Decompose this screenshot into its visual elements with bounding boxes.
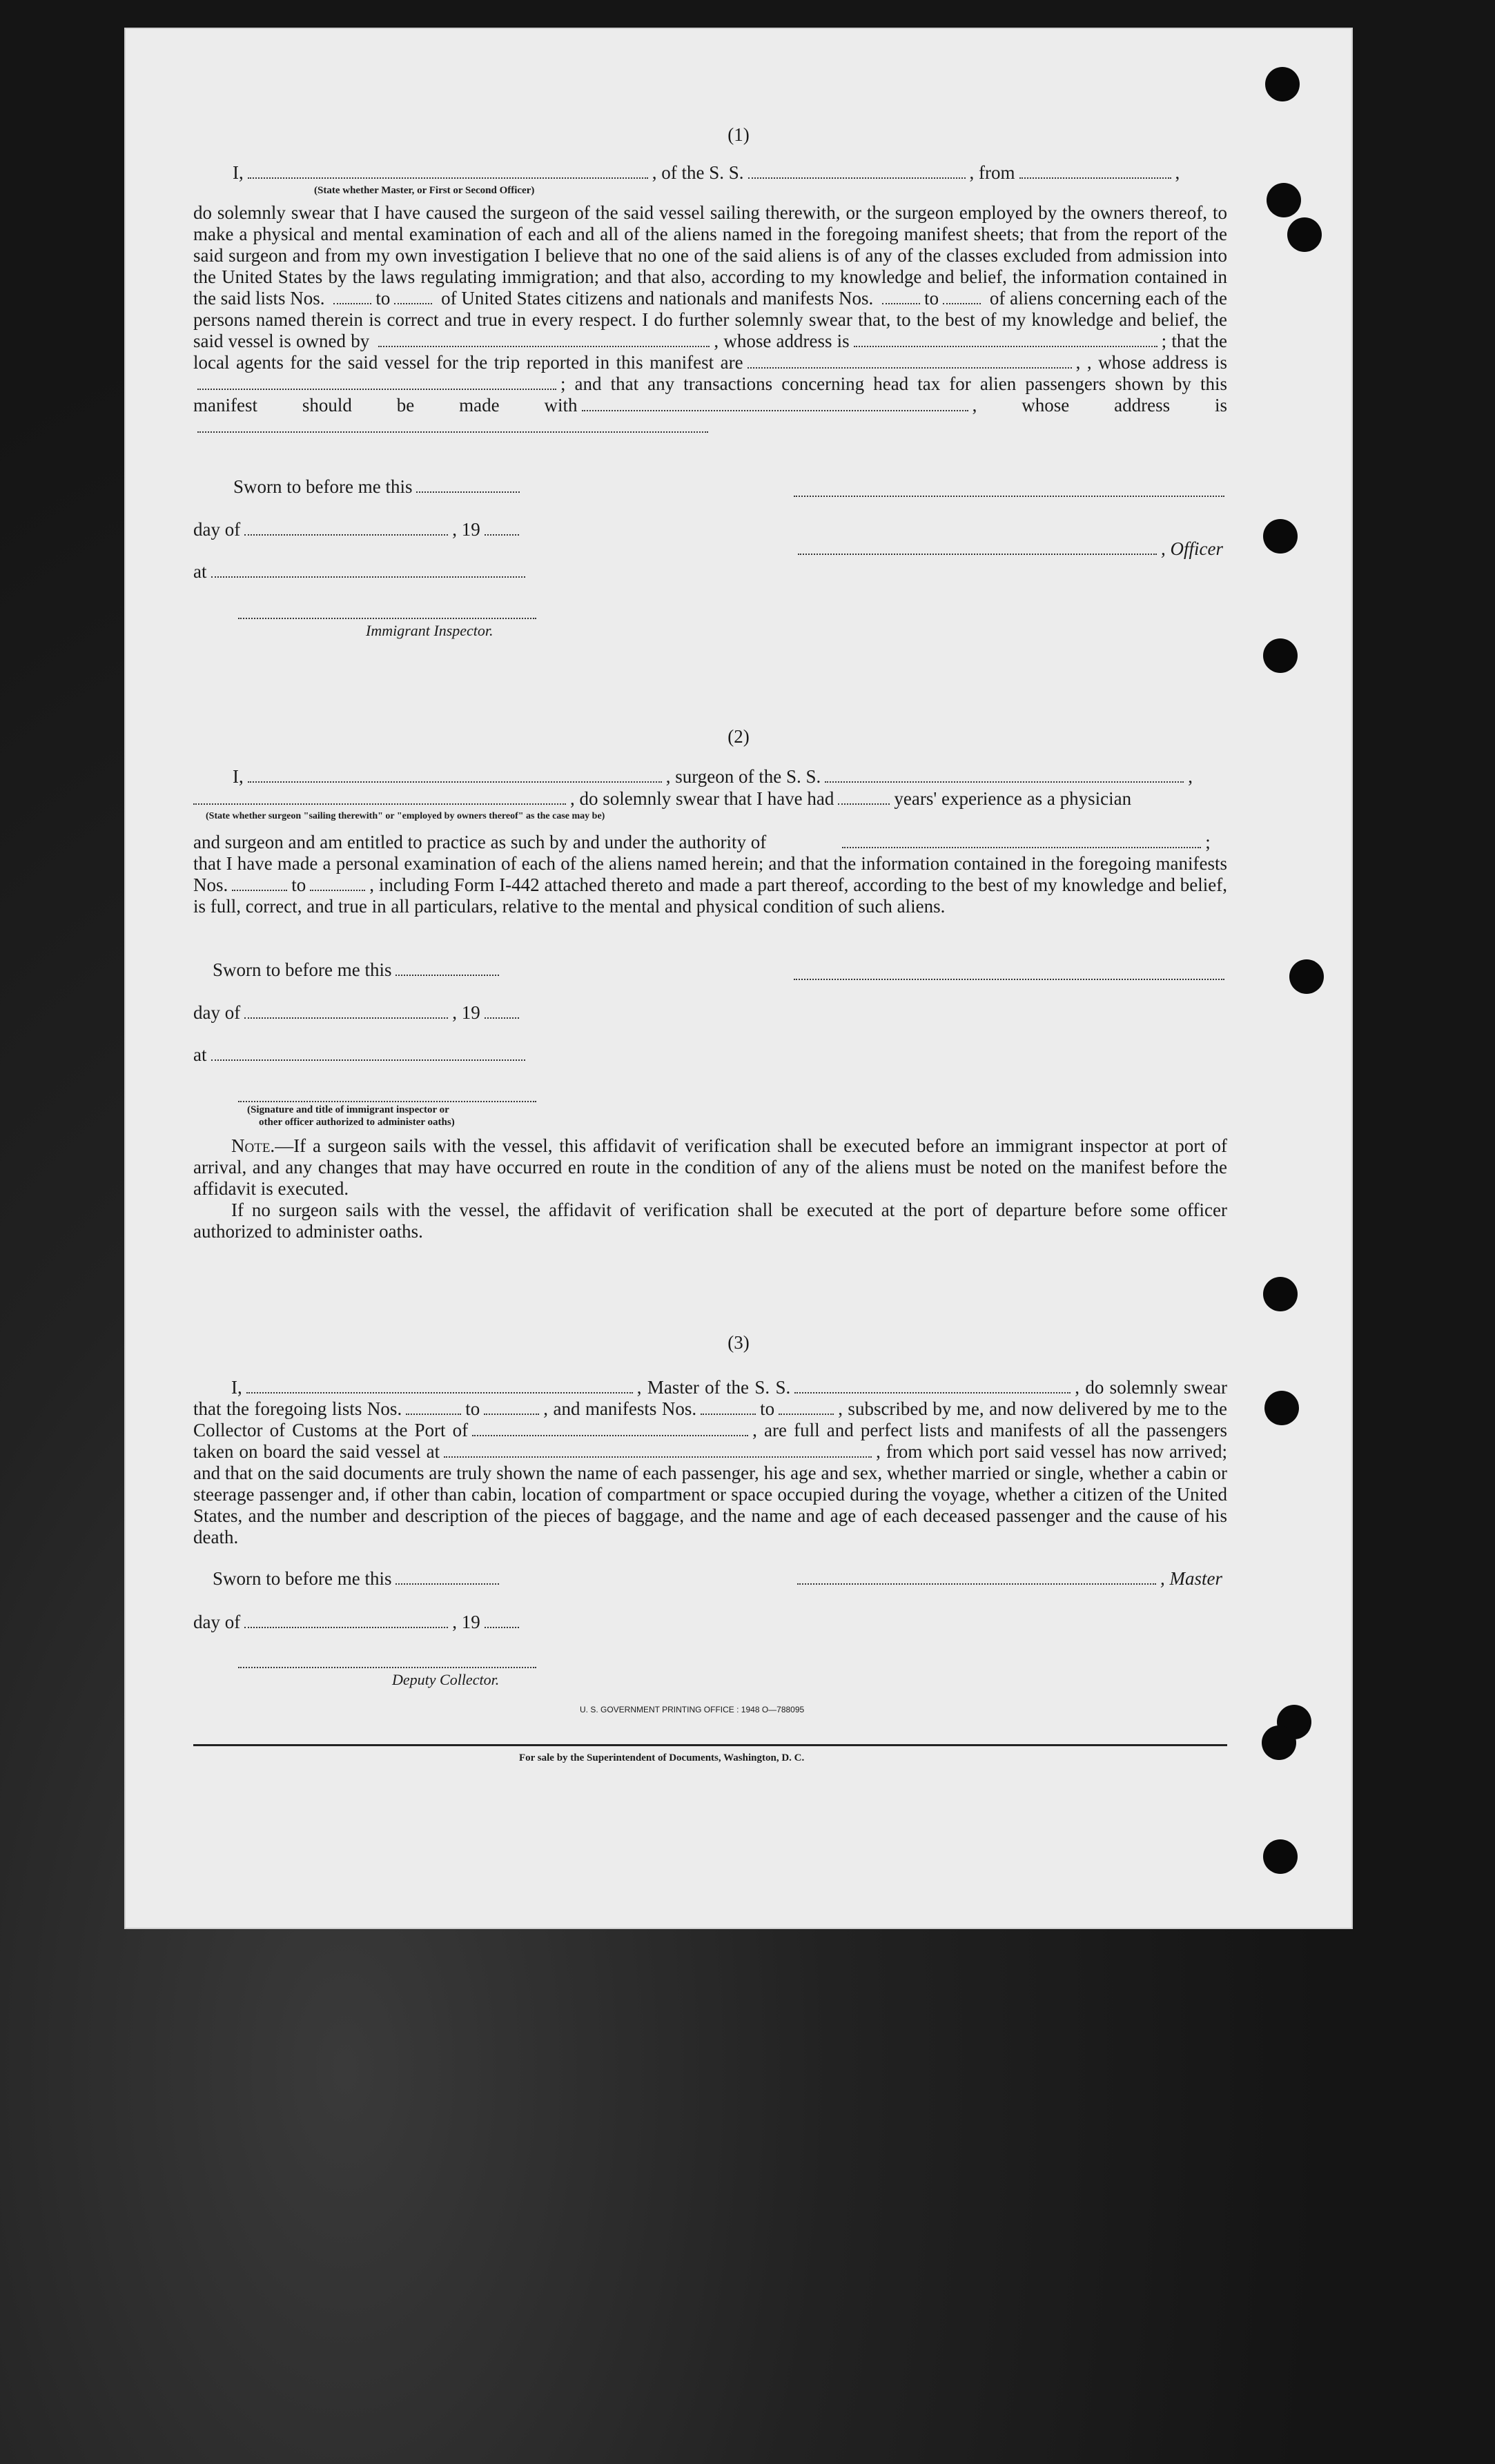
text: to (924, 288, 939, 309)
blank-year (485, 1002, 519, 1019)
section-1-number: (1) (727, 124, 750, 145)
blank (310, 874, 365, 891)
blank-year (485, 1612, 519, 1628)
text: to (375, 288, 391, 309)
blank (779, 1398, 834, 1415)
blank-address (197, 373, 556, 390)
punch-hole (1262, 1725, 1296, 1760)
blank-owner (378, 331, 710, 347)
text: of aliens concerning each of the persons named therein is correct and true in every respect. I do further solemnly swear that, to the best of my knowledge and belief, the said vessel is owned by (193, 288, 1228, 351)
blank-surgeon (248, 766, 662, 783)
text: , Master (1160, 1568, 1222, 1589)
section-2-number: (2) (727, 726, 750, 747)
blank-address (854, 331, 1157, 347)
text: , of the S. S. (652, 162, 744, 183)
text: and surgeon and am entitled to practice as such by and under the authority of (193, 832, 767, 852)
inspector-signature-line (238, 1101, 536, 1102)
collector-signature-line (238, 1667, 536, 1668)
text: , from which port said vessel has now arrived; and that on the said documents are truly shown the name of each passenger, his age and sex, whether married or single, whether a cabin or steerage passenger and, if other than cabin, location of compartment or space occupied during the voyage, whether a citizen of the United States, and the number and description of the pieces of baggage, and the name and age of each deceased passenger and the cause of his death. (193, 1441, 1227, 1547)
officer-signature (794, 538, 1223, 560)
blank-place (211, 561, 525, 578)
punch-hole (1263, 1839, 1298, 1874)
blank-address (197, 416, 708, 433)
text: to (760, 1398, 775, 1419)
blank-master (246, 1377, 633, 1394)
text: , surgeon of the S. S. (665, 766, 821, 787)
blank (798, 538, 1157, 555)
collector-title: Deputy Collector. (392, 1671, 500, 1688)
section-1-day (193, 519, 523, 540)
blank (193, 788, 566, 805)
text: I, (231, 1377, 242, 1398)
blank-ship (748, 162, 966, 179)
blank-payee (582, 395, 968, 411)
text: I, (233, 162, 244, 183)
blank (943, 288, 981, 304)
section-2-at (193, 1044, 529, 1066)
punch-hole (1264, 1391, 1299, 1425)
blank-port (472, 1420, 748, 1436)
punch-hole (1263, 1277, 1298, 1311)
blank (232, 874, 287, 891)
text: , do solemnly swear that the foregoing lists Nos. (193, 1377, 1227, 1419)
punch-hole (1263, 638, 1298, 673)
text: , whose address is (1086, 352, 1228, 373)
blank-from (1019, 162, 1171, 179)
text: , including Form I-442 attached thereto and made a part thereof, according to the best of my knowledge and belief, is full, correct, and true in all particulars, relative to the mental and physical condition of such aliens. (193, 874, 1227, 917)
footer-rule (193, 1744, 1227, 1746)
section-1-sworn (233, 476, 524, 498)
note-label: Note. (231, 1135, 275, 1156)
blank (882, 288, 920, 304)
text: , Officer (1161, 538, 1223, 559)
text: years' experience as a physician (894, 788, 1132, 809)
blank-ship (825, 766, 1184, 783)
text: Sworn to before me this (213, 1568, 392, 1589)
text: I, (233, 766, 244, 787)
inspector-title: Immigrant Inspector. (366, 622, 494, 639)
text: at (193, 561, 207, 582)
text: —If a surgeon sails with the vessel, this affidavit of verification shall be executed before an immigrant inspector at port of arrival, and any changes that may have occurred en route in the condition of any of the aliens must be noted on the manifest before the affidavit is executed. (193, 1135, 1227, 1199)
blank (394, 288, 432, 304)
section-1-body: do solemnly swear that I have caused the surgeon of the said vessel sailing therewith, or the surgeon employed by the owners thereof, to make a physical and mental examination of each and all of the aliens named in the foregoing manifest sheets; that from the report of the said surgeon and from my own investigation I believe that no one of the said aliens is of any of the classes excluded from admission into the United States by the laws regulating immigration; and that also, according to my knowledge and belief, the information contained in the said lists Nos. to of United States citizens and nationals and manifests Nos. to of aliens concerning each of the persons named therein is correct and true in every respect. I do further solemnly swear that, to the best of my knowledge and belief, the said vessel is owned by , whose address is ; that the local agents for the said vessel for the trip reported in this manifest are , , whose address is; and that any transactions concerning head tax for alien passengers shown by this manifest should be made with , whose address is (193, 202, 1227, 438)
text: , 19 (452, 519, 480, 540)
section-2-note (193, 1135, 1227, 1200)
text: ; and that any transactions concerning head tax for alien passengers shown by this manifest should be made with (193, 373, 1227, 415)
text: day of (193, 1002, 241, 1023)
text: , do solemnly swear that I have had (570, 788, 834, 809)
blank (406, 1398, 461, 1415)
text: , Master of the S. S. (636, 1377, 791, 1398)
blank-place (211, 1044, 525, 1061)
blank (701, 1398, 756, 1415)
punch-hole (1267, 183, 1301, 217)
section-2-line-2 (193, 788, 1131, 810)
section-1-at (193, 561, 529, 583)
text: , subscribed by me, and now delivered by me to the Collector of Customs at the Port of (193, 1398, 1227, 1440)
text: ; that the local agents for the said vessel for the trip reported in this manifest are (193, 331, 1228, 373)
signature-caption-2: other officer authorized to administer oaths) (259, 1117, 455, 1128)
section-2-line-3 (193, 832, 1211, 853)
text: to (291, 874, 306, 895)
blank-port (444, 1441, 872, 1458)
text: , (1188, 766, 1193, 787)
text: , whose address is (714, 331, 850, 351)
blank (395, 959, 499, 976)
section-2-note-2: If no surgeon sails with the vessel, the affidavit of verification shall be executed at the port of departure before some officer authorized to administer oaths. (193, 1200, 1227, 1242)
blank (416, 476, 520, 493)
section-1-line-1 (233, 162, 1180, 184)
blank-years (838, 788, 890, 805)
section-3-day (193, 1612, 523, 1633)
section-2-sworn (213, 959, 503, 981)
punch-hole (1287, 217, 1322, 252)
text: , 19 (452, 1612, 480, 1632)
text: at (193, 1044, 207, 1065)
blank-authority (842, 832, 1201, 848)
blank (395, 1568, 499, 1585)
text: , 19 (452, 1002, 480, 1023)
text: Sworn to before me this (213, 959, 392, 980)
section-2-body (193, 853, 1227, 917)
section-2-caption: (State whether surgeon "sailing therewith" or "employed by owners thereof" as the case may be) (206, 811, 605, 821)
blank (484, 1398, 539, 1415)
text: day of (193, 519, 241, 540)
punch-hole (1263, 519, 1298, 554)
blank-day (244, 1612, 448, 1628)
text: to (465, 1398, 480, 1419)
text: , from (969, 162, 1015, 183)
text: of United States citizens and nationals and manifests Nos. (441, 288, 874, 309)
officer-signature-line (794, 496, 1224, 497)
text: , whose address is (972, 395, 1227, 415)
blank-day (244, 519, 448, 536)
section-2-day (193, 1002, 523, 1024)
section-3-number: (3) (727, 1332, 750, 1353)
text: do solemnly swear that I have caused the surgeon of the said vessel sailing therewith, or the surgeon employed by the owners thereof, to make a physical and mental examination of each and all of the aliens named in the foregoing manifest sheets; that from the report of the said surgeon and from my own investigation I believe that no one of the said aliens is of any of the classes excluded from admission into the United States by the laws regulating immigration; and that also, according to my knowledge and belief, the information contained in the said lists Nos. (193, 202, 1227, 309)
blank-day (244, 1002, 448, 1019)
signature-caption-1: (Signature and title of immigrant inspector or (247, 1104, 449, 1115)
blank-rank (248, 162, 648, 179)
text: that I have made a personal examination of each of the aliens named herein; and that the information contained in the foregoing manifests Nos. (193, 853, 1227, 895)
text: , and manifests Nos. (543, 1398, 697, 1419)
master-signature (797, 1568, 1222, 1590)
text: ; (1205, 832, 1211, 852)
inspector-signature-line (238, 618, 536, 619)
text: Sworn to before me this (233, 476, 413, 497)
section-3-sworn (213, 1568, 503, 1590)
blank-ship (794, 1377, 1071, 1394)
surgeon-signature-line (794, 979, 1224, 980)
punch-hole (1289, 959, 1324, 994)
text: day of (193, 1612, 241, 1632)
blank-year (485, 519, 519, 536)
section-1-caption: (State whether Master, or First or Second Officer) (314, 185, 535, 196)
blank (797, 1568, 1156, 1585)
printer-imprint: U. S. GOVERNMENT PRINTING OFFICE : 1948 O—788095 (580, 1705, 805, 1714)
text: , are full and perfect lists and manifests of all the passengers taken on board the said vessel at (193, 1420, 1227, 1462)
footer-sale-note: For sale by the Superintendent of Documents, Washington, D. C. (519, 1752, 805, 1763)
blank-agents (748, 352, 1072, 369)
punch-hole (1265, 67, 1300, 101)
manifest-back-page (124, 28, 1353, 1929)
section-3-body (193, 1377, 1227, 1548)
section-2-line-1 (233, 766, 1193, 788)
text: , (1175, 162, 1180, 183)
blank (333, 288, 371, 304)
